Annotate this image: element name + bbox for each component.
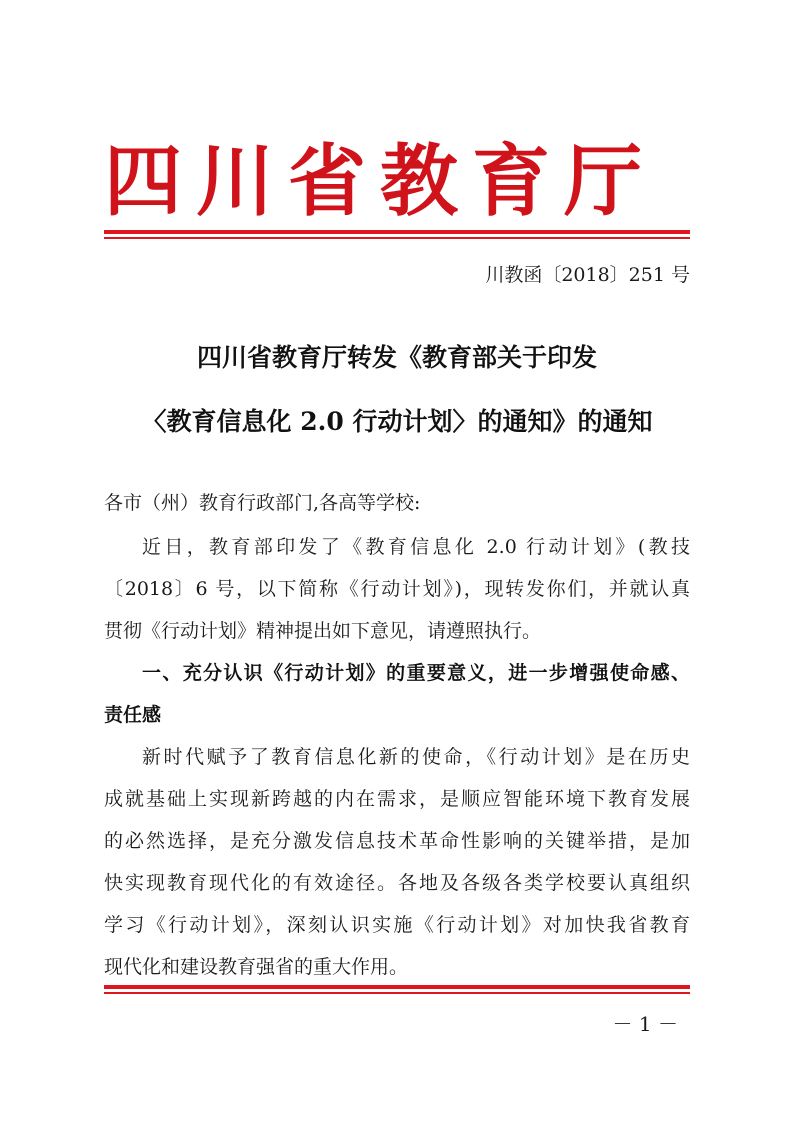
paragraph-2-line: 成就基础上实现新跨越的内在需求，是顺应智能环境下教育发展 [104, 788, 690, 810]
section-heading-line: 责任感 [104, 704, 162, 726]
salutation: 各市（州）教育行政部门,各高等学校: [104, 492, 421, 514]
document-title-line-2: 〈教育信息化 2.0 行动计划〉的通知》的通知 [141, 407, 653, 436]
footer-rule-thin [104, 992, 690, 994]
masthead-rule-thick [104, 230, 690, 234]
paragraph-2-line: 快实现教育现代化的有效途径。各地及各级各类学校要认真组织 [104, 872, 690, 894]
paragraph-1-line: 〔2018〕6 号，以下简称《行动计划》)，现转发你们，并就认真 [104, 578, 690, 600]
paragraph-1-line: 近日，教育部印发了《教育信息化 2.0 行动计划》(教技 [142, 536, 690, 558]
paragraph-2-line: 的必然选择，是充分激发信息技术革命性影响的关键举措，是加 [104, 830, 690, 852]
masthead-rule-thin [104, 237, 690, 239]
footer-rule-thick [104, 985, 690, 989]
paragraph-2-line: 新时代赋予了教育信息化新的使命，《行动计划》是在历史 [142, 746, 690, 768]
paragraph-1-line: 贯彻《行动计划》精神提出如下意见，请遵照执行。 [104, 620, 542, 642]
document-title-line-1: 四川省教育厅转发《教育部关于印发 [196, 343, 597, 372]
document-number: 川教函〔2018〕251 号 [485, 264, 690, 286]
masthead-title: 四川省教育厅 [104, 136, 657, 227]
page-number: － 1 － [612, 1012, 678, 1036]
paragraph-2-line: 现代化和建设教育强省的重大作用。 [104, 956, 409, 978]
paragraph-2-line: 学习《行动计划》，深刻认识实施《行动计划》对加快我省教育 [104, 914, 690, 936]
section-heading-line: 一、充分认识《行动计划》的重要意义，进一步增强使命感、 [142, 662, 690, 684]
